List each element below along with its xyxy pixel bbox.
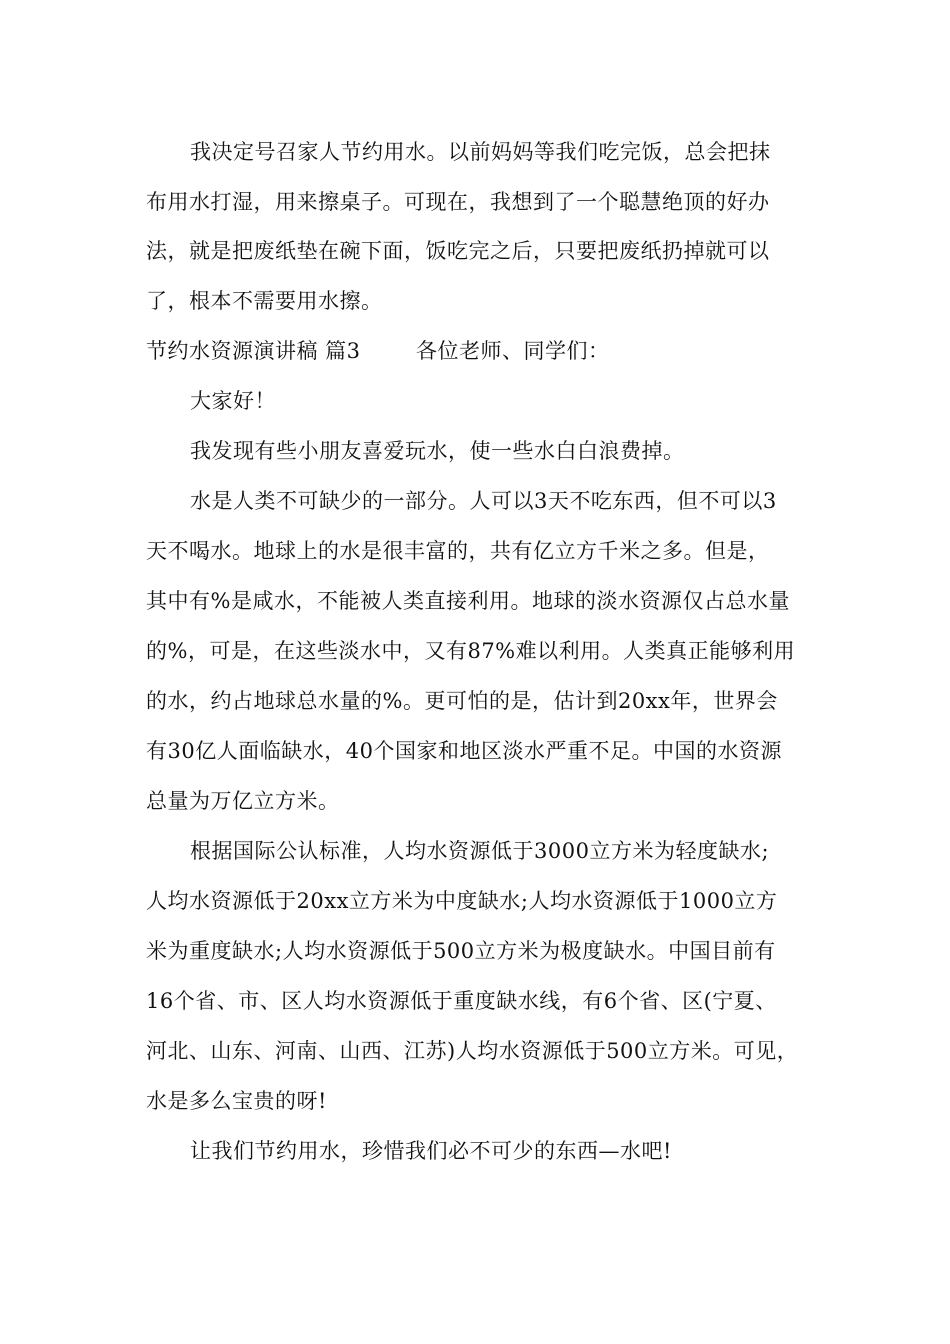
paragraph-1-line-2: 布用水打湿，用来擦桌子。可现在，我想到了一个聪慧绝顶的好办: [146, 190, 770, 214]
paragraph-3-line-5: 的水，约占地球总水量的%。更可怕的是，估计到20xx年，世界会: [146, 689, 778, 713]
paragraph-5-line-1: 让我们节约用水，珍惜我们必不可少的东西—水吧!: [190, 1139, 672, 1163]
paragraph-1-line-3: 法，就是把废纸垫在碗下面，饭吃完之后，只要把废纸扔掉就可以: [146, 239, 770, 263]
paragraph-4-line-2: 人均水资源低于20xx立方米为中度缺水;人均水资源低于1000立方: [146, 889, 778, 913]
paragraph-3-line-1: 水是人类不可缺少的一部分。人可以3天不吃东西，但不可以3: [190, 489, 777, 513]
paragraph-3-line-3: 其中有%是咸水，不能被人类直接利用。地球的淡水资源仅占总水量: [146, 589, 790, 613]
paragraph-2-line-1: 我发现有些小朋友喜爱玩水，使一些水白白浪费掉。: [190, 439, 685, 463]
paragraph-3-line-2: 天不喝水。地球上的水是很丰富的，共有亿立方千米之多。但是，: [146, 539, 770, 563]
paragraph-4-line-6: 水是多么宝贵的呀!: [146, 1089, 327, 1113]
paragraph-4-line-5: 河北、山东、河南、山西、江苏)人均水资源低于500立方米。可见，: [146, 1039, 799, 1063]
speech-greeting: 各位老师、同学们：: [416, 339, 610, 363]
paragraph-4-line-4: 16个省、市、区人均水资源低于重度缺水线，有6个省、区(宁夏、: [146, 989, 777, 1013]
salutation: 大家好！: [190, 389, 276, 413]
paragraph-4-line-3: 米为重度缺水;人均水资源低于500立方米为极度缺水。中国目前有: [146, 939, 776, 963]
paragraph-3-line-6: 有30亿人面临缺水，40个国家和地区淡水严重不足。中国的水资源: [146, 739, 782, 763]
paragraph-1-line-4: 了，根本不需要用水擦。: [146, 289, 383, 313]
paragraph-1-line-1: 我决定号召家人节约用水。以前妈妈等我们吃完饭，总会把抹: [190, 140, 771, 164]
speech-title: 节约水资源演讲稿 篇3: [146, 339, 361, 363]
paragraph-4-line-1: 根据国际公认标准，人均水资源低于3000立方米为轻度缺水;: [190, 839, 770, 863]
paragraph-3-line-7: 总量为万亿立方米。: [146, 789, 340, 813]
paragraph-3-line-4: 的%，可是，在这些淡水中，又有87%难以利用。人类真正能够利用: [146, 639, 796, 663]
